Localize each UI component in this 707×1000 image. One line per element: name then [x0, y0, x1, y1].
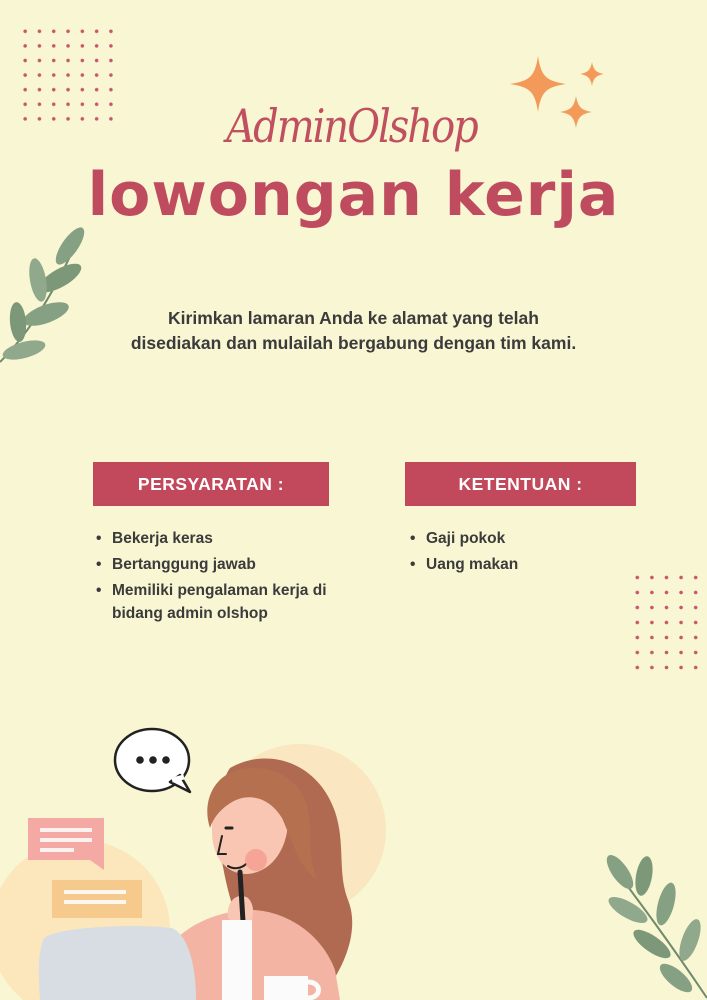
list-item: • Uang makan [410, 553, 610, 576]
terms-list [410, 527, 610, 579]
list-item: • Bekerja keras [96, 527, 346, 550]
requirements-heading: PERSYARATAN : [93, 462, 329, 506]
dot-grid-right [630, 570, 706, 676]
requirements-list [96, 527, 346, 628]
list-item: • Gaji pokok [410, 527, 610, 550]
leaf-icon [598, 850, 707, 1000]
woman-at-laptop-illustration [0, 720, 420, 1000]
list-item: • Memiliki pengalaman kerja di bidang admin olshop [96, 579, 346, 625]
laptop-icon [39, 926, 196, 1000]
intro-text: Kirimkan lamaran Anda ke alamat yang telah disediakan dan mulailah bergabung dengan tim kami. [130, 308, 577, 353]
terms-heading: KETENTUAN : [405, 462, 636, 506]
list-item: • Bertanggung jawab [96, 553, 346, 576]
speech-bubble-icon [115, 729, 190, 792]
leaf-icon [0, 222, 100, 372]
brand-script: AdminOlshop [226, 100, 477, 154]
page-title: lowongan kerja [87, 160, 620, 230]
